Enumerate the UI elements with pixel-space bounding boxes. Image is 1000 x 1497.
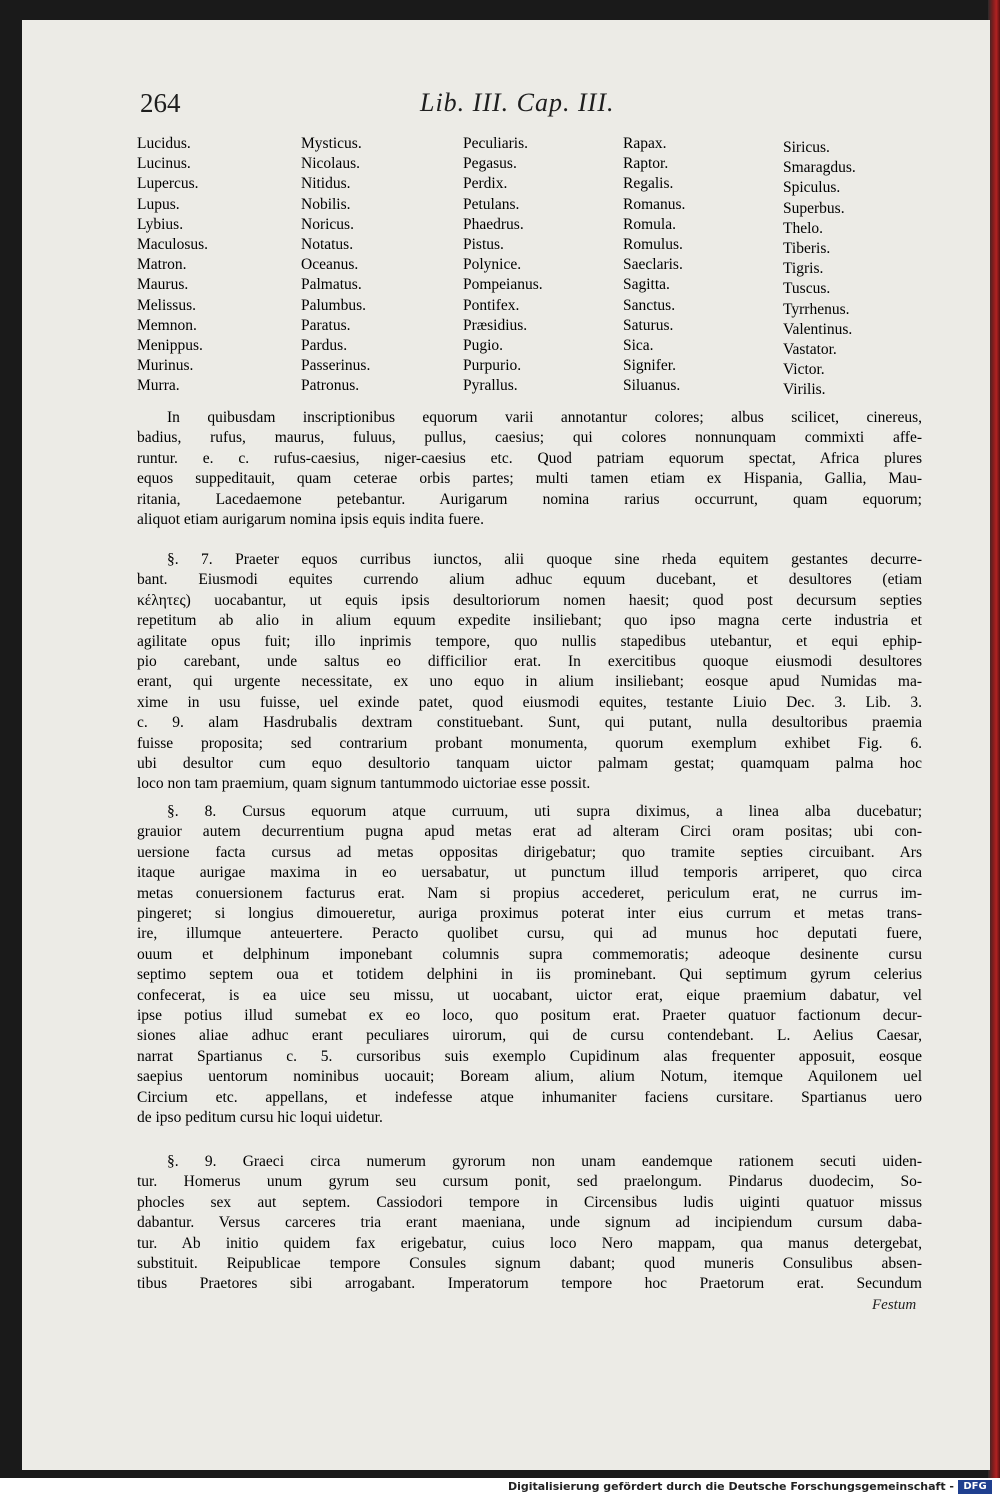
- text-line: fuisse proposita; sed contrarium probant monumenta, quorum exemplum exhibet Fig. 6.: [137, 734, 922, 752]
- horse-name: Memnon.: [137, 316, 197, 334]
- horse-name: Thelo.: [783, 219, 824, 237]
- horse-name: Passerinus.: [301, 357, 371, 375]
- text-line: ubi desultor cum equo desultorio tanquam uictor palmam gestat; quamquam palma hoc: [137, 755, 922, 773]
- horse-name: Murra.: [137, 377, 180, 395]
- text-line: κέλητες) uocabantur, ut equis ipsis desultoriorum nomen haesit; quod post decursum septies: [137, 591, 922, 609]
- text-line: septimo septem oua et totidem delphini in iis prominebant. Qui septimum gyrum celerius: [137, 966, 922, 984]
- text-line: grauior autem decurrentium pugna apud metas erat ad alteram Circi oram positas; ubi con-: [137, 823, 922, 841]
- horse-name: Nicolaus.: [301, 155, 360, 173]
- text-line: §. 7. Praeter equos curribus iunctos, alii quoque sine rheda equitem gestantes decurre-: [167, 551, 922, 568]
- horse-name: Lucinus.: [137, 155, 191, 173]
- horse-name: Siricus.: [783, 139, 830, 156]
- horse-name: Raptor.: [623, 155, 669, 173]
- text-line: §. 9. Graeci circa numerum gyrorum non unam eandemque rationem secuti uiden-: [167, 1153, 922, 1170]
- text-line: de ipso peditum cursu hic loqui uidetur.: [137, 1109, 383, 1127]
- horse-name: Matron.: [137, 256, 187, 274]
- horse-name: Siluanus.: [623, 377, 681, 395]
- horse-name: Noricus.: [301, 215, 354, 233]
- text-line: ipse potius illud sumebat ex eo loco, quo positum erat. Praeter quatuor factionum decur-: [137, 1007, 922, 1025]
- horse-name: Pistus.: [463, 236, 504, 254]
- paragraph-section-8: [137, 802, 922, 1129]
- horse-name: Valentinus.: [783, 320, 853, 338]
- horse-names-table: [137, 134, 917, 400]
- horse-name: Regalis.: [623, 175, 674, 193]
- text-line: xime in usu fuisse, uel exinde patet, quod eiusmodi equites, testante Liuio Dec. 3. Lib. 3.: [137, 693, 922, 711]
- horse-name: Petulans.: [463, 195, 520, 213]
- text-line: confecerat, is ea uice seu missu, ut uocabant, uictor erat, eique praemium dabatur, vel: [137, 986, 922, 1004]
- text-line: loco non tam praemium, quam signum tantummodo uictoriae esse possit.: [137, 775, 591, 793]
- text-line: saepius uentorum nominibus uocauit; Boream alium, alium Notum, itemque Aquilonem uel: [137, 1068, 922, 1086]
- horse-name: Menippus.: [137, 337, 203, 355]
- text-line: substituit. Reipublicae tempore Consules signum dabant; quod muneris Consulibus absen-: [137, 1255, 922, 1273]
- horse-name: Patronus.: [301, 377, 360, 395]
- name-column-4: [623, 134, 685, 397]
- text-line: aliquot etiam aurigarum nomina ipsis equis indita fuere.: [137, 511, 484, 529]
- horse-name: Saturus.: [623, 316, 674, 334]
- name-column-3: [463, 134, 543, 397]
- text-line: ouum et delphinum imponebant columnis supra commemoratis; adeoque desinente cursu: [137, 945, 922, 963]
- text-line: In quibusdam inscriptionibus equorum varii annotantur colores; albus scilicet, cinereus,: [167, 409, 922, 426]
- paragraph-section-9: [137, 1152, 922, 1295]
- text-line: agilitate opus fuit; illo inprimis tempore, quo nullis stapedibus utebantur, et equi ephip-: [137, 632, 922, 650]
- text-line: c. 9. alam Hasdrubalis dextram constituebant. Sunt, qui putant, nulla desultoribus praemia: [137, 714, 922, 732]
- horse-name: Romanus.: [623, 195, 686, 213]
- horse-name: Smaragdus.: [783, 159, 856, 177]
- horse-name: Vastator.: [783, 341, 837, 359]
- text-line: §. 8. Cursus equorum atque curruum, uti supra diximus, a linea alba ducebatur;: [167, 803, 922, 820]
- dfg-logo: DFG: [958, 1480, 992, 1494]
- text-line: uersione facta cursus ad metas oppositas dirigebatur; quo tramite septies circuibant. Ars: [137, 843, 922, 861]
- text-line: ritania, Lacedaemone petebantur. Aurigarum nomina rarius occurrunt, quam equorum;: [137, 490, 922, 508]
- text-line: pingeret; si longius dimoueretur, auriga proximus poterat inter eius currum et metas trans-: [137, 905, 922, 923]
- text-line: dabantur. Versus carceres tria erant maeniana, unde signum ad incipiendum cursum daba-: [137, 1214, 922, 1232]
- text-line: equos suppeditauit, quam ceterae orbis partes; multi tamen etiam ex Hispania, Gallia, Mau-: [137, 470, 922, 488]
- running-head: Lib. III. Cap. III.: [420, 88, 615, 117]
- text-line: bant. Eiusmodi equites currendo alium adhuc equum ducebant, et desultores (etiam: [137, 571, 922, 589]
- horse-name: Sica.: [623, 337, 654, 355]
- footer-bar: [0, 1478, 1000, 1497]
- horse-name: Nitidus.: [301, 175, 351, 193]
- text-line: phocles sex aut septem. Cassiodori tempore in Circensibus ludis uiginti quatuor missus: [137, 1193, 922, 1211]
- horse-name: Oceanus.: [301, 256, 359, 274]
- horse-name: Tiberis.: [783, 240, 831, 258]
- paragraph-section-7: [137, 550, 922, 795]
- footer-credit: Digitalisierung gefördert durch die Deutsche Forschungsgemeinschaft -: [507, 1480, 954, 1493]
- name-column-5: [783, 138, 856, 401]
- horse-name: Mysticus.: [301, 135, 362, 152]
- catchword: Festum: [872, 1297, 917, 1313]
- horse-name: Tyrrhenus.: [783, 300, 850, 318]
- horse-name: Pontifex.: [463, 296, 520, 314]
- horse-name: Victor.: [783, 361, 825, 379]
- horse-name: Melissus.: [137, 296, 196, 314]
- horse-name: Paratus.: [301, 316, 351, 334]
- horse-name: Murinus.: [137, 357, 194, 375]
- horse-name: Polynice.: [463, 256, 522, 274]
- text-line: itaque aurigae maxima in eo uersabatur, ut punctum illud temporis arriperet, quo circa: [137, 864, 922, 882]
- horse-name: Saeclaris.: [623, 256, 683, 274]
- horse-name: Præsidius.: [463, 316, 528, 334]
- text-line: erant, qui urgente necessitate, ex uno equo in alium insiliebant; eosque apud Numidas ma-: [137, 673, 922, 691]
- horse-name: Peculiaris.: [463, 135, 528, 152]
- horse-name: Palmatus.: [301, 276, 362, 294]
- horse-name: Pompeianus.: [463, 276, 543, 294]
- horse-name: Pardus.: [301, 337, 348, 355]
- text-line: badius, rufus, maurus, fuluus, pullus, caesius; qui colores nonnunquam commixti affe-: [137, 429, 922, 447]
- horse-name: Pyrallus.: [463, 377, 518, 395]
- name-column-1: [137, 134, 208, 397]
- horse-name: Romulus.: [623, 236, 683, 254]
- horse-name: Spiculus.: [783, 179, 841, 197]
- paragraph-colors: [137, 408, 922, 530]
- horse-name: Notatus.: [301, 236, 354, 254]
- horse-name: Lybius.: [137, 215, 184, 233]
- horse-name: Lupercus.: [137, 175, 199, 193]
- text-line: repetitum ab alio in alium equum expedite insiliebant; quo ipso magna certe industria et: [137, 612, 922, 630]
- horse-name: Tigris.: [783, 260, 824, 278]
- horse-name: Virilis.: [783, 381, 826, 399]
- horse-name: Phaedrus.: [463, 215, 524, 233]
- horse-name: Pegasus.: [463, 155, 517, 173]
- horse-name: Nobilis.: [301, 195, 351, 213]
- horse-name: Signifer.: [623, 357, 676, 375]
- horse-name: Tuscus.: [783, 280, 831, 298]
- text-line: Circium etc. appellans, et indefesse atque inhumaniter faciens cursitare. Spartianus uero: [137, 1088, 922, 1106]
- horse-name: Pugio.: [463, 337, 504, 355]
- text-line: ire, illumque anteuertere. Peracto quolibet cursu, qui ad munus hoc deputati fuere,: [137, 925, 922, 943]
- horse-name: Lucidus.: [137, 135, 191, 152]
- horse-name: Superbus.: [783, 199, 845, 217]
- horse-name: Purpurio.: [463, 357, 522, 375]
- text-line: siones aliae adhuc erant peculiares uirorum, qui de cursu contendebant. L. Aelius Caesar,: [137, 1027, 922, 1045]
- name-column-2: [301, 134, 370, 397]
- text-line: tur. Homerus unum gyrum seu cursum ponit, sed praelongum. Pindarus duodecim, So-: [137, 1173, 922, 1191]
- text-line: tibus Praetores sibi arrogabant. Imperatorum tempore hoc Praetorum erat. Secundum: [137, 1275, 922, 1293]
- text-line: metas conuersionem facturus erat. Nam si propius accederet, periculum erat, ne currus im-: [137, 884, 922, 902]
- text-line: tur. Ab initio quidem fax erigebatur, cuius loco Nero mappam, qua manus detergebat,: [137, 1234, 922, 1252]
- horse-name: Palumbus.: [301, 296, 367, 314]
- horse-name: Maculosus.: [137, 236, 209, 254]
- horse-name: Perdix.: [463, 175, 508, 193]
- horse-name: Rapax.: [623, 135, 667, 152]
- text-line: runtur. e. c. rufus-caesius, niger-caesius etc. Quod patriam equorum spectat, Africa plures: [137, 449, 922, 467]
- text-line: pio carebant, unde saltus eo difficilior erat. In exercitibus quoque eiusmodi desultores: [137, 653, 922, 671]
- horse-name: Romula.: [623, 215, 676, 233]
- text-line: narrat Spartianus c. 5. cursoribus suis exemplo Cupidinum alas frequenter apposuit, eosque: [137, 1047, 922, 1065]
- page-number: 264: [140, 88, 181, 118]
- horse-name: Sanctus.: [623, 296, 676, 314]
- horse-name: Lupus.: [137, 195, 180, 213]
- horse-name: Sagitta.: [623, 276, 670, 294]
- horse-name: Maurus.: [137, 276, 189, 294]
